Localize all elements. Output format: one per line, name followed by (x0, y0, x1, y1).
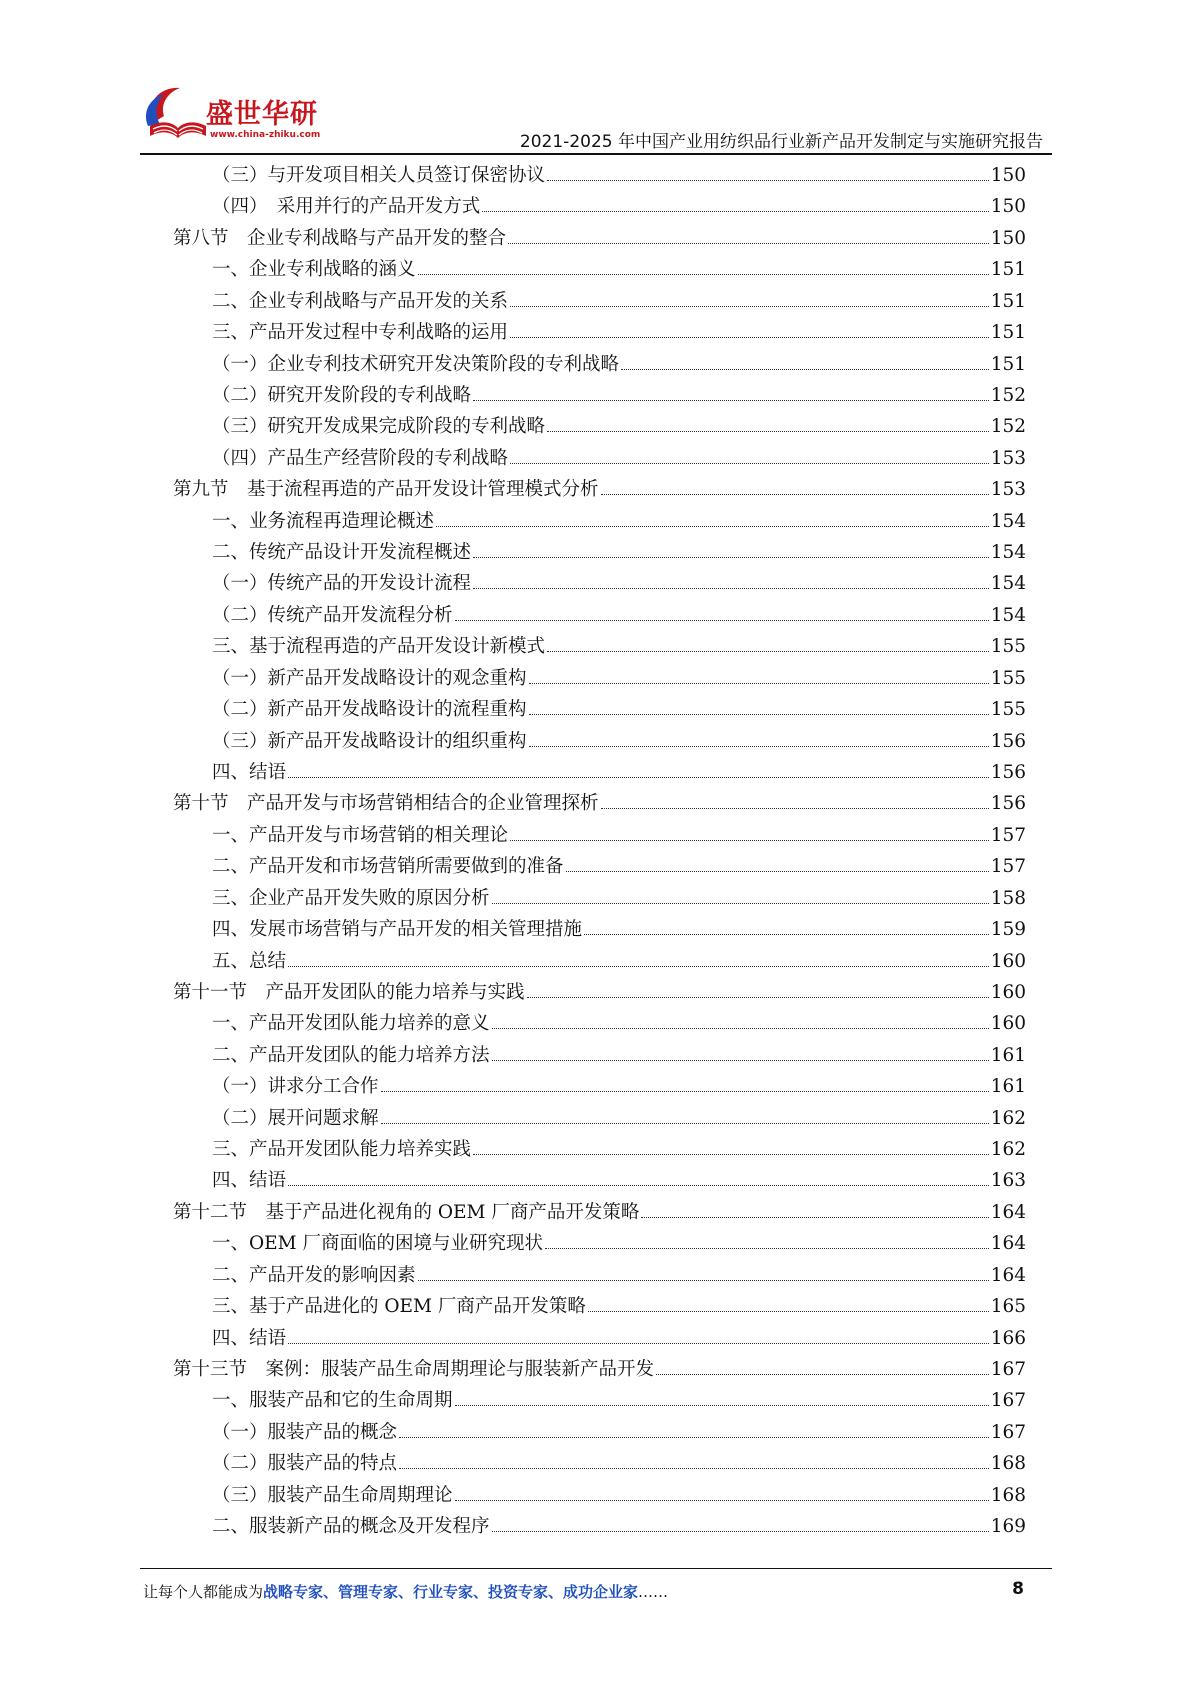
toc-page-number: 153 (990, 479, 1026, 501)
toc-dot-leader (482, 191, 988, 212)
toc-dot-leader (529, 694, 989, 715)
toc-entry-row[interactable] (0, 189, 1191, 221)
toc-entry-row[interactable] (0, 284, 1191, 316)
toc-entry[interactable] (173, 474, 1026, 502)
toc-entry-title: 一、服装产品和它的生命周期 (212, 1390, 453, 1412)
toc-dot-leader (492, 883, 989, 904)
toc-entry-row[interactable] (0, 1509, 1191, 1541)
toc-entry-row[interactable] (0, 1289, 1191, 1321)
toc-dot-leader (584, 914, 989, 935)
logo-company-name: 盛世华研 (206, 99, 318, 130)
toc-entry-title: 一、产品开发团队能力培养的意义 (212, 1013, 490, 1035)
toc-page-number: 160 (990, 950, 1026, 972)
slogan-prefix: 让每个人都能成为 (143, 1583, 264, 1601)
toc-entry-row[interactable] (0, 1321, 1191, 1353)
toc-entry[interactable] (212, 1165, 1026, 1193)
toc-entry-title: 二、服装新产品的概念及开发程序 (212, 1516, 490, 1538)
toc-dot-leader (641, 1197, 988, 1218)
toc-dot-leader (601, 788, 989, 809)
toc-entry-title: 一、业务流程再造理论概述 (212, 510, 435, 532)
toc-dot-leader (588, 1291, 989, 1312)
toc-entry[interactable] (173, 788, 1026, 816)
toc-entry[interactable] (212, 349, 1026, 377)
toc-entry-row[interactable] (0, 849, 1191, 881)
toc-page-number: 162 (990, 1107, 1026, 1129)
toc-entry-title: 四、发展市场营销与产品开发的相关管理措施 (212, 919, 583, 941)
toc-entry-row[interactable] (0, 1478, 1191, 1510)
toc-entry[interactable] (212, 694, 1026, 722)
toc-entry[interactable] (212, 1260, 1026, 1288)
toc-entry-row[interactable] (0, 1006, 1191, 1038)
toc-page-number: 164 (990, 1264, 1026, 1286)
toc-page-number: 155 (990, 667, 1026, 689)
toc-entry-title: （三）服装产品生命周期理论 (212, 1484, 453, 1506)
toc-dot-leader (399, 1417, 989, 1438)
toc-entry-title: （四）产品生产经营阶段的专利战略 (212, 447, 509, 469)
toc-dot-leader (545, 1228, 989, 1249)
toc-entry[interactable] (212, 506, 1026, 534)
toc-entry-title: 第八节 企业专利战略与产品开发的整合 (173, 227, 507, 249)
toc-entry[interactable] (212, 726, 1026, 754)
toc-page-number: 154 (990, 573, 1026, 595)
toc-entry[interactable] (212, 883, 1026, 911)
toc-entry-row[interactable] (0, 786, 1191, 818)
toc-entry-row[interactable] (0, 1038, 1191, 1070)
toc-entry-row[interactable] (0, 629, 1191, 661)
toc-entry-row[interactable] (0, 1101, 1191, 1133)
toc-entry-row[interactable] (0, 912, 1191, 944)
toc-entry-title: 第十二节 基于产品进化视角的 OEM 厂商产品开发策略 (173, 1201, 640, 1223)
toc-entry-row[interactable] (0, 1352, 1191, 1384)
toc-entry[interactable] (212, 1040, 1026, 1068)
toc-entry[interactable] (212, 914, 1026, 942)
toc-page-number: 167 (990, 1421, 1026, 1443)
toc-page-number: 167 (990, 1358, 1026, 1380)
toc-entry[interactable] (212, 1417, 1026, 1445)
toc-page-number: 150 (990, 165, 1026, 186)
toc-page-number: 151 (990, 290, 1026, 312)
toc-entry[interactable] (212, 537, 1026, 565)
toc-entry-title: 三、企业产品开发失败的原因分析 (212, 887, 490, 909)
toc-entry[interactable] (212, 1071, 1026, 1099)
toc-entry-title: （二）展开问题求解 (212, 1107, 379, 1129)
toc-entry[interactable] (212, 1480, 1026, 1508)
toc-entry-row[interactable] (0, 944, 1191, 976)
toc-dot-leader (510, 286, 989, 307)
toc-page-number: 164 (990, 1233, 1026, 1255)
toc-entry-row[interactable] (0, 158, 1191, 190)
toc-entry-row[interactable] (0, 598, 1191, 630)
toc-entry-title: 二、产品开发和市场营销所需要做到的准备 (212, 856, 564, 878)
toc-entry-title: （二）传统产品开发流程分析 (212, 604, 453, 626)
toc-page-number: 157 (990, 856, 1026, 878)
toc-page-number: 154 (990, 542, 1026, 564)
toc-page-number: 153 (990, 447, 1026, 469)
toc-entry[interactable] (173, 1197, 1026, 1225)
toc-entry-row[interactable] (0, 1132, 1191, 1164)
toc-entry-title: （三）研究开发成果完成阶段的专利战略 (212, 416, 546, 438)
toc-page-number: 152 (990, 384, 1026, 406)
toc-dot-leader (399, 1448, 989, 1469)
toc-dot-leader (527, 977, 989, 998)
toc-dot-leader (492, 1511, 989, 1532)
toc-entry-title: 二、传统产品设计开发流程概述 (212, 542, 472, 564)
toc-entry-title: 四、结语 (212, 1170, 287, 1192)
toc-dot-leader (381, 1071, 989, 1092)
toc-entry-row[interactable] (0, 1069, 1191, 1101)
toc-entry-title: 三、基于产品进化的 OEM 厂商产品开发策略 (212, 1296, 586, 1318)
toc-entry-title: （一）传统产品的开发设计流程 (212, 573, 472, 595)
toc-entry-title: 四、结语 (212, 761, 287, 783)
toc-dot-leader (656, 1354, 989, 1375)
company-logo (140, 82, 320, 152)
toc-entry[interactable] (173, 1354, 1026, 1382)
toc-entry-row[interactable] (0, 409, 1191, 441)
toc-entry-row[interactable] (0, 818, 1191, 850)
toc-entry-row[interactable] (0, 535, 1191, 567)
toc-entry-title: （一）新产品开发战略设计的观念重构 (212, 667, 527, 689)
toc-entry[interactable] (212, 1134, 1026, 1162)
toc-page-number: 151 (990, 353, 1026, 375)
toc-entry-title: 三、基于流程再造的产品开发设计新模式 (212, 636, 546, 658)
toc-page-number: 154 (990, 510, 1026, 532)
toc-page-number: 156 (990, 730, 1026, 752)
toc-entry[interactable] (212, 946, 1026, 974)
toc-entry-row[interactable] (0, 1415, 1191, 1447)
footer-slogan (143, 1581, 668, 1602)
toc-entry[interactable] (212, 1228, 1026, 1256)
toc-entry-row[interactable] (0, 1163, 1191, 1195)
toc-dot-leader (381, 1103, 989, 1124)
toc-entry-row[interactable] (0, 347, 1191, 379)
toc-page-number: 151 (990, 322, 1026, 344)
toc-page-number: 168 (990, 1453, 1026, 1475)
toc-entry-title: 二、产品开发的影响因素 (212, 1264, 416, 1286)
toc-entry-title: （一）企业专利技术研究开发决策阶段的专利战略 (212, 353, 620, 375)
toc-entry-title: 第十三节 案例：服装产品生命周期理论与服装新产品开发 (173, 1358, 655, 1380)
toc-entry-title: （三）新产品开发战略设计的组织重构 (212, 730, 527, 752)
toc-entry[interactable] (212, 631, 1026, 659)
toc-entry-row[interactable] (0, 724, 1191, 756)
toc-dot-leader (455, 1480, 989, 1501)
toc-entry[interactable] (212, 1103, 1026, 1131)
toc-page-number: 165 (990, 1296, 1026, 1318)
toc-dot-leader (621, 349, 989, 370)
toc-entry-title: 第九节 基于流程再造的产品开发设计管理模式分析 (173, 479, 599, 501)
toc-entry-title: （一）讲求分工合作 (212, 1076, 379, 1098)
toc-page-number: 158 (990, 887, 1026, 909)
toc-page-number: 155 (990, 699, 1026, 721)
toc-entry-row[interactable] (0, 252, 1191, 284)
toc-dot-leader (492, 1008, 989, 1029)
toc-page-number: 166 (990, 1327, 1026, 1349)
toc-dot-leader (601, 474, 989, 495)
toc-page-number: 169 (990, 1516, 1026, 1538)
toc-entry-row[interactable] (0, 692, 1191, 724)
toc-entry-title: （二）服装产品的特点 (212, 1453, 398, 1475)
toc-entry-title: 三、产品开发团队能力培养实践 (212, 1139, 472, 1161)
toc-entry-title: 一、OEM 厂商面临的困境与业研究现状 (212, 1233, 543, 1255)
toc-dot-leader (288, 757, 989, 778)
toc-page-number: 167 (990, 1390, 1026, 1412)
toc-page-number: 160 (990, 981, 1026, 1003)
toc-entry-title: （二）研究开发阶段的专利战略 (212, 384, 472, 406)
toc-page-number: 156 (990, 761, 1026, 783)
toc-entry-row[interactable] (0, 1226, 1191, 1258)
toc-entry-row[interactable] (0, 441, 1191, 473)
toc-entry-title: （三）与开发项目相关人员签订保密协议 (212, 165, 546, 186)
toc-entry-row[interactable] (0, 1258, 1191, 1290)
book-swoosh-icon (140, 82, 210, 146)
toc-dot-leader (508, 223, 989, 244)
toc-dot-leader (510, 820, 989, 841)
toc-dot-leader (473, 380, 989, 401)
toc-entry[interactable] (212, 1448, 1026, 1476)
toc-dot-leader (288, 1165, 989, 1186)
toc-dot-leader (455, 600, 989, 621)
toc-page-number: 151 (990, 259, 1026, 281)
slogan-highlight: 战略专家、管理专家、行业专家、投资专家、成功企业家 (263, 1583, 639, 1601)
toc-entry-row[interactable] (0, 881, 1191, 913)
toc-entry-row[interactable] (0, 504, 1191, 536)
toc-page-number: 150 (990, 196, 1026, 218)
toc-page-number: 159 (990, 919, 1026, 941)
toc-entry-title: 三、产品开发过程中专利战略的运用 (212, 322, 509, 344)
toc-entry[interactable] (212, 663, 1026, 691)
toc-dot-leader (288, 1323, 989, 1344)
toc-entry-title: 第十一节 产品开发团队的能力培养与实践 (173, 981, 525, 1003)
toc-entry[interactable] (212, 1008, 1026, 1036)
toc-dot-leader (418, 1260, 989, 1281)
toc-dot-leader (473, 568, 989, 589)
toc-entry-title: 一、产品开发与市场营销的相关理论 (212, 824, 509, 846)
toc-page-number: 152 (990, 416, 1026, 438)
toc-entry-title: 一、企业专利战略的涵义 (212, 259, 416, 281)
slogan-suffix: …… (638, 1583, 669, 1601)
toc-entry[interactable] (212, 820, 1026, 848)
toc-entry-title: （一）服装产品的概念 (212, 1421, 398, 1443)
toc-page-number: 168 (990, 1484, 1026, 1506)
toc-entry[interactable] (212, 568, 1026, 596)
toc-page-number: 155 (990, 636, 1026, 658)
toc-entry[interactable] (212, 757, 1026, 785)
toc-entry[interactable] (212, 1385, 1026, 1413)
toc-entry[interactable] (212, 1323, 1026, 1351)
toc-page-number: 161 (990, 1076, 1026, 1098)
toc-dot-leader (566, 851, 989, 872)
toc-entry-title: 二、产品开发团队的能力培养方法 (212, 1044, 490, 1066)
toc-page-number: 157 (990, 824, 1026, 846)
toc-dot-leader (510, 317, 989, 338)
toc-dot-leader (418, 254, 989, 275)
toc-entry[interactable] (212, 286, 1026, 314)
toc-dot-leader (529, 726, 989, 747)
toc-page-number: 160 (990, 1013, 1026, 1035)
toc-page-number: 156 (990, 793, 1026, 815)
toc-dot-leader (547, 160, 989, 181)
toc-entry[interactable] (212, 380, 1026, 408)
toc-entry-row[interactable] (0, 1195, 1191, 1227)
toc-entry[interactable] (212, 600, 1026, 628)
toc-page-number: 154 (990, 604, 1026, 626)
toc-entry-row[interactable] (0, 1446, 1191, 1478)
toc-dot-leader (510, 443, 989, 464)
toc-entry-title: 四、结语 (212, 1327, 287, 1349)
page-number: 8 (1012, 1579, 1024, 1599)
toc-entry[interactable] (212, 317, 1026, 345)
toc-entry-row[interactable] (0, 1383, 1191, 1415)
toc-dot-leader (547, 411, 989, 432)
header-divider (140, 153, 1052, 155)
toc-entry[interactable] (212, 411, 1026, 439)
toc-dot-leader (473, 1134, 989, 1155)
toc-entry-title: （四） 采用并行的产品开发方式 (212, 196, 481, 218)
toc-entry-row[interactable] (0, 472, 1191, 504)
toc-entry-title: （二）新产品开发战略设计的流程重构 (212, 699, 527, 721)
toc-entry-title: 五、总结 (212, 950, 287, 972)
toc-entry-row[interactable] (0, 661, 1191, 693)
toc-entry[interactable] (212, 851, 1026, 879)
toc-dot-leader (436, 506, 989, 527)
toc-entry[interactable] (212, 443, 1026, 471)
toc-entry[interactable] (212, 160, 1026, 188)
toc-entry[interactable] (212, 1511, 1026, 1539)
toc-entry[interactable] (212, 1291, 1026, 1319)
toc-page-number: 161 (990, 1044, 1026, 1066)
logo-website-url: www.china-zhiku.com (210, 130, 321, 140)
toc-entry[interactable] (212, 254, 1026, 282)
toc-entry[interactable] (212, 191, 1026, 219)
toc-page-number: 163 (990, 1170, 1026, 1192)
toc-dot-leader (529, 663, 989, 684)
report-title: 2021-2025 年中国产业用纺织品行业新产品开发制定与实施研究报告 (519, 132, 1043, 152)
toc-entry[interactable] (173, 977, 1026, 1005)
toc-dot-leader (492, 1040, 989, 1061)
toc-entry-title: 第十节 产品开发与市场营销相结合的企业管理探析 (173, 793, 599, 815)
toc-dot-leader (547, 631, 989, 652)
toc-entry-title: 二、企业专利战略与产品开发的关系 (212, 290, 509, 312)
toc-entry-row[interactable] (0, 221, 1191, 253)
toc-entry-row[interactable] (0, 566, 1191, 598)
toc-page-number: 150 (990, 227, 1026, 249)
toc-dot-leader (455, 1385, 989, 1406)
toc-entry-row[interactable] (0, 755, 1191, 787)
toc-entry-row[interactable] (0, 315, 1191, 347)
toc-entry-row[interactable] (0, 378, 1191, 410)
toc-dot-leader (473, 537, 989, 558)
toc-entry-row[interactable] (0, 975, 1191, 1007)
toc-dot-leader (288, 946, 989, 967)
toc-page-number: 162 (990, 1139, 1026, 1161)
footer-divider (140, 1568, 1052, 1569)
toc-page-number: 164 (990, 1201, 1026, 1223)
page-header (0, 0, 1191, 160)
toc-entry[interactable] (173, 223, 1026, 251)
